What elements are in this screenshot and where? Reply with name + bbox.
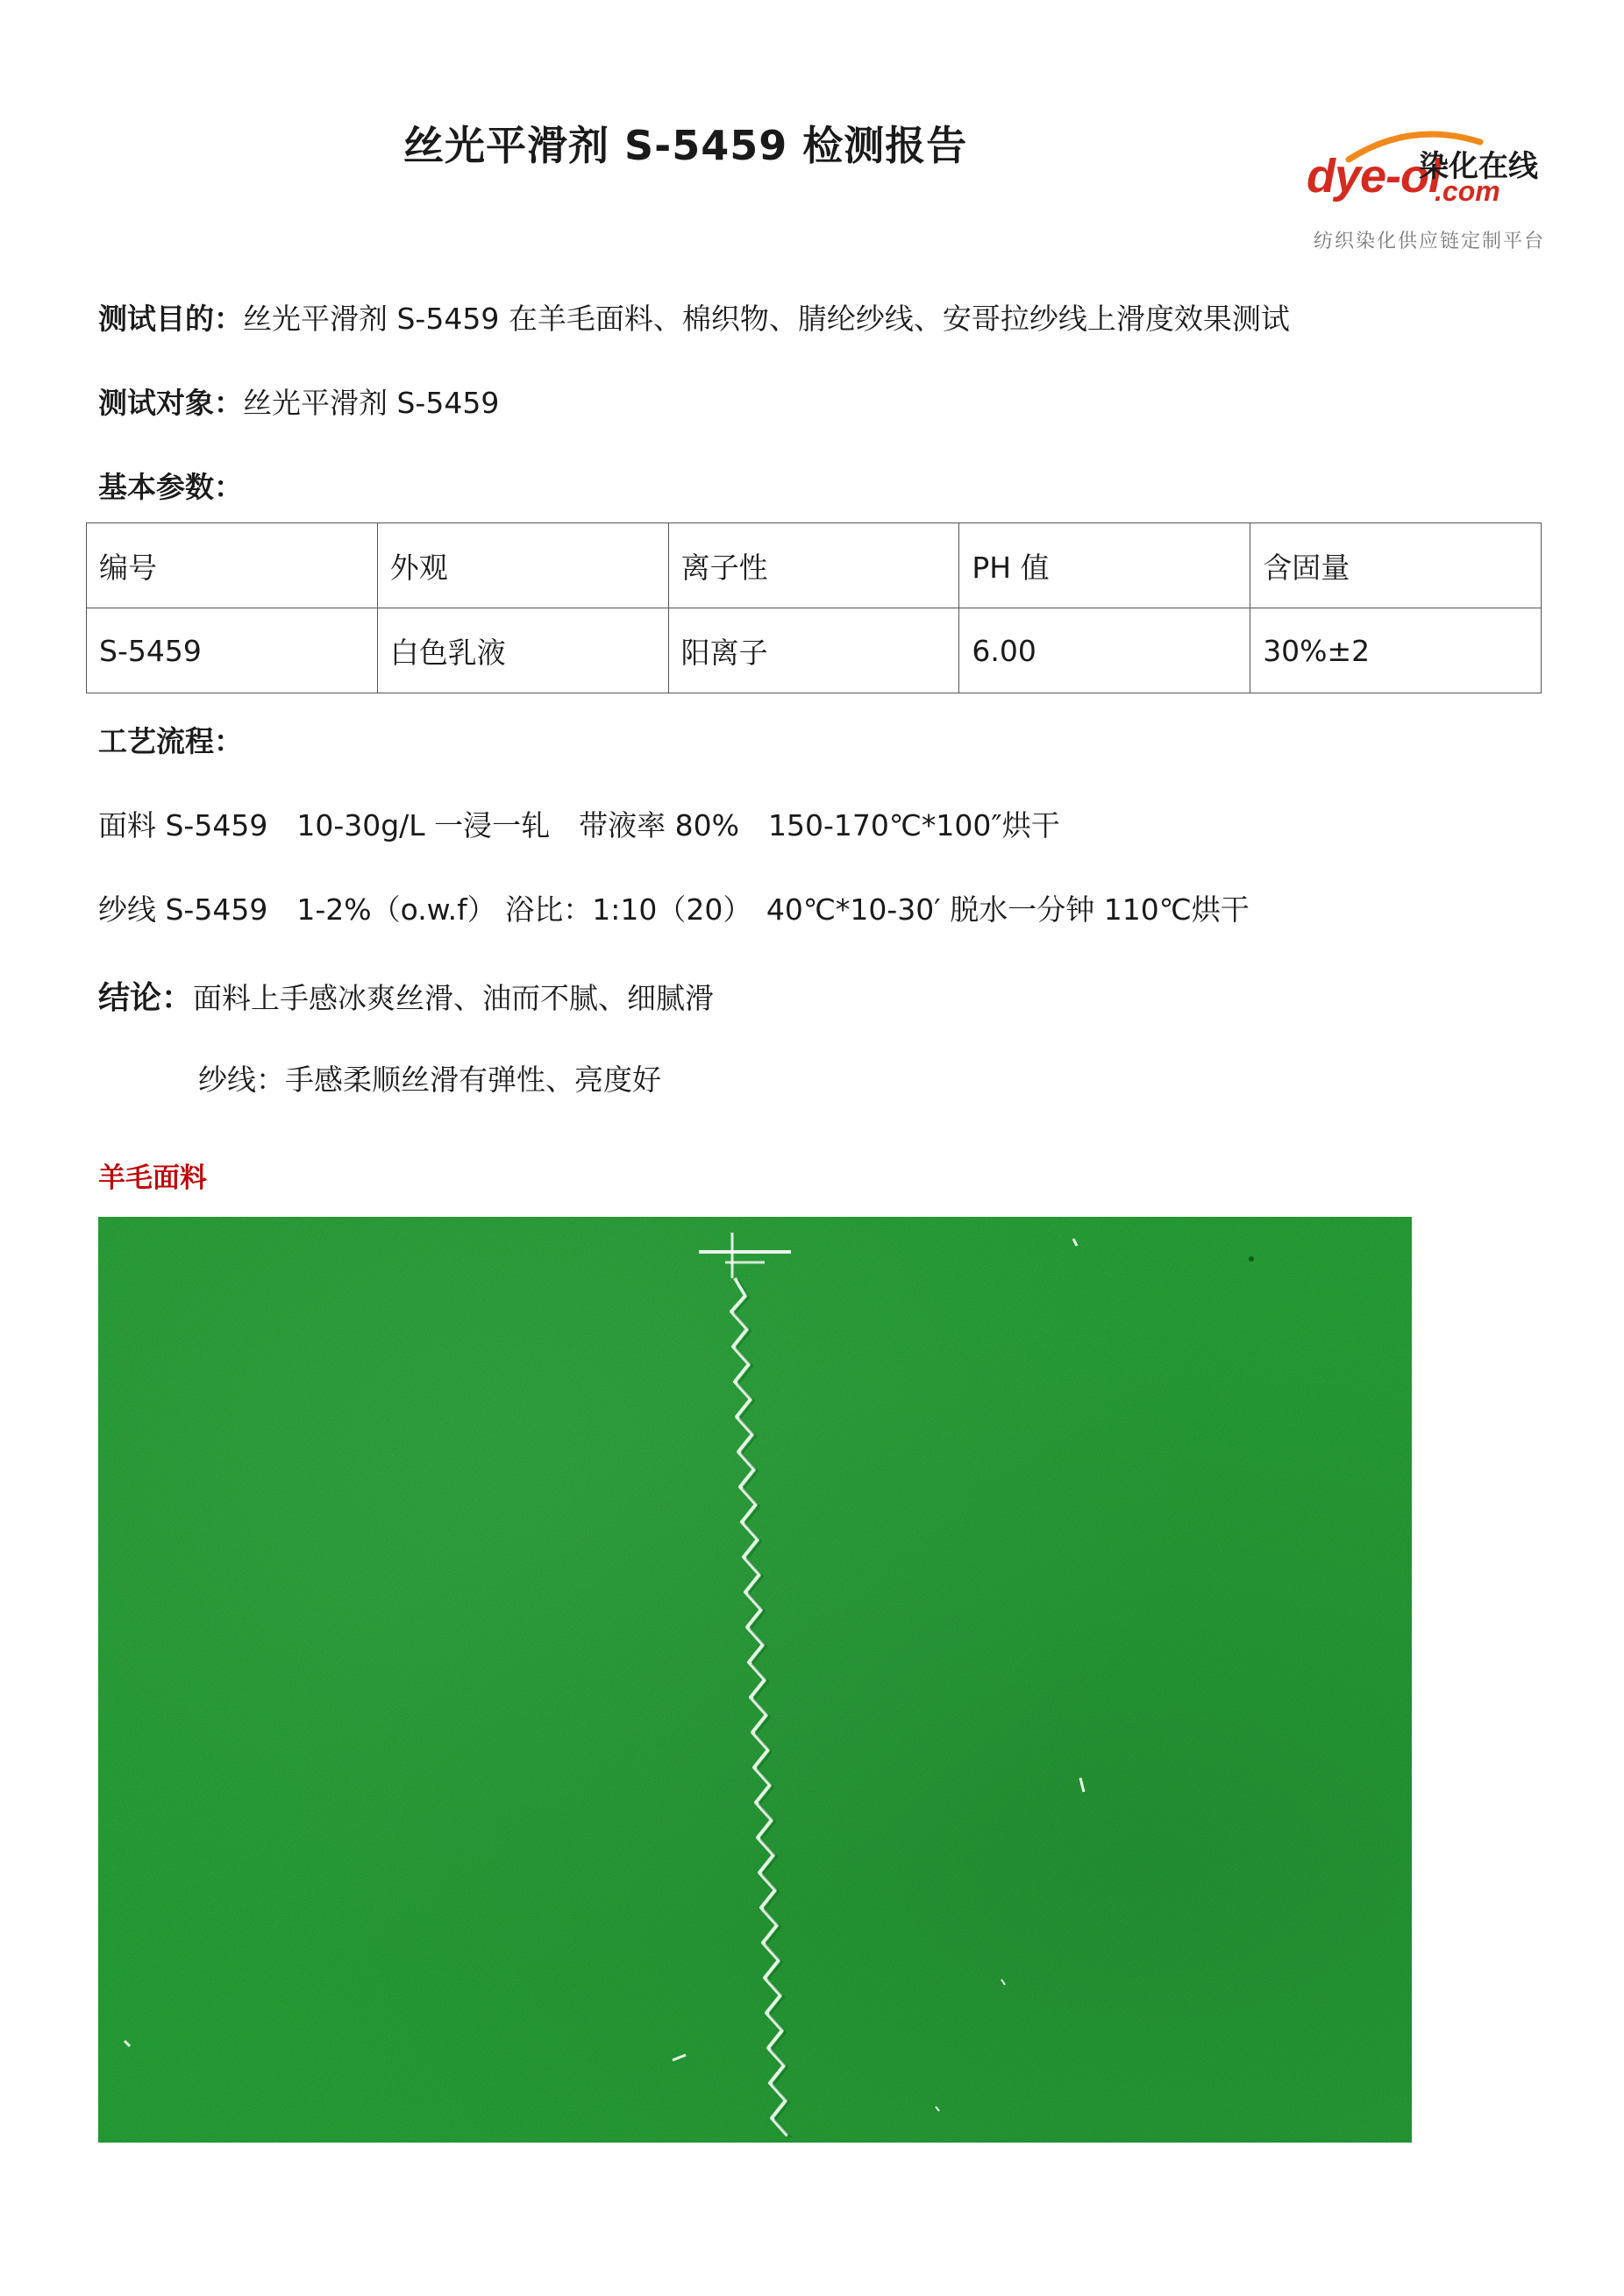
test-object-label: 测试对象： [98,386,243,420]
wool-fabric-heading: 羊毛面料 [98,1162,207,1194]
conclusion-yarn-text: 纱线：手感柔顺丝滑有弹性、亮度好 [198,1063,661,1097]
params-header-cell: 外观 [377,523,668,608]
params-value-cell: 30%±2 [1250,608,1542,693]
dye-ol-logo [1307,123,1561,263]
params-header-cell: 含固量 [1250,523,1542,608]
process-yarn: 纱线 S-5459 1-2%（o.w.f） 浴比：1:10（20） 40℃*10-30′ 脱水一分钟 110℃烘干 [98,892,1250,927]
params-value-cell: S-5459 [87,608,378,693]
params-value-cell: 6.00 [959,608,1250,693]
params-table [86,522,1542,693]
logo-main-text: dye-ol [1307,150,1442,203]
params-header-row [87,523,1542,608]
params-header-cell: PH 值 [959,523,1250,608]
test-object-text: 丝光平滑剂 S-5459 [243,386,500,420]
logo-tagline: 纺织染化供应链定制平台 [1314,231,1546,252]
params-heading [98,465,243,506]
test-purpose [98,296,1290,338]
process-heading [98,719,243,760]
conclusion-fabric-line [98,973,714,1018]
params-value-cell: 阳离子 [668,608,959,693]
params-header-cell: 离子性 [668,523,959,608]
params-value-row [87,608,1542,693]
test-purpose-label: 测试目的： [98,302,243,336]
conclusion-fabric-text: 面料上手感冰爽丝滑、油而不腻、细腻滑 [193,981,715,1015]
test-purpose-text: 丝光平滑剂 S-5459 在羊毛面料、棉织物、腈纶纱线、安哥拉纱线上滑度效果测试 [243,302,1290,336]
params-label: 基本参数： [98,470,243,504]
logo-cn-text: 染化在线 [1419,149,1538,184]
process-fabric: 面料 S-5459 10-30g/L 一浸一轧 带液率 80% 150-170℃*100″烘干 [98,808,1060,842]
process-label: 工艺流程： [98,724,243,758]
stitch-seam-icon [98,1217,1412,2143]
params-value-cell: 白色乳液 [377,608,668,693]
logo-com-text: .com [1435,175,1500,207]
test-object [98,380,499,422]
wool-fabric-photo [98,1217,1412,2143]
report-title: 丝光平滑剂 S-5459 检测报告 [403,122,968,169]
params-header-cell: 编号 [87,523,378,608]
conclusion-label: 结论： [98,980,194,1016]
